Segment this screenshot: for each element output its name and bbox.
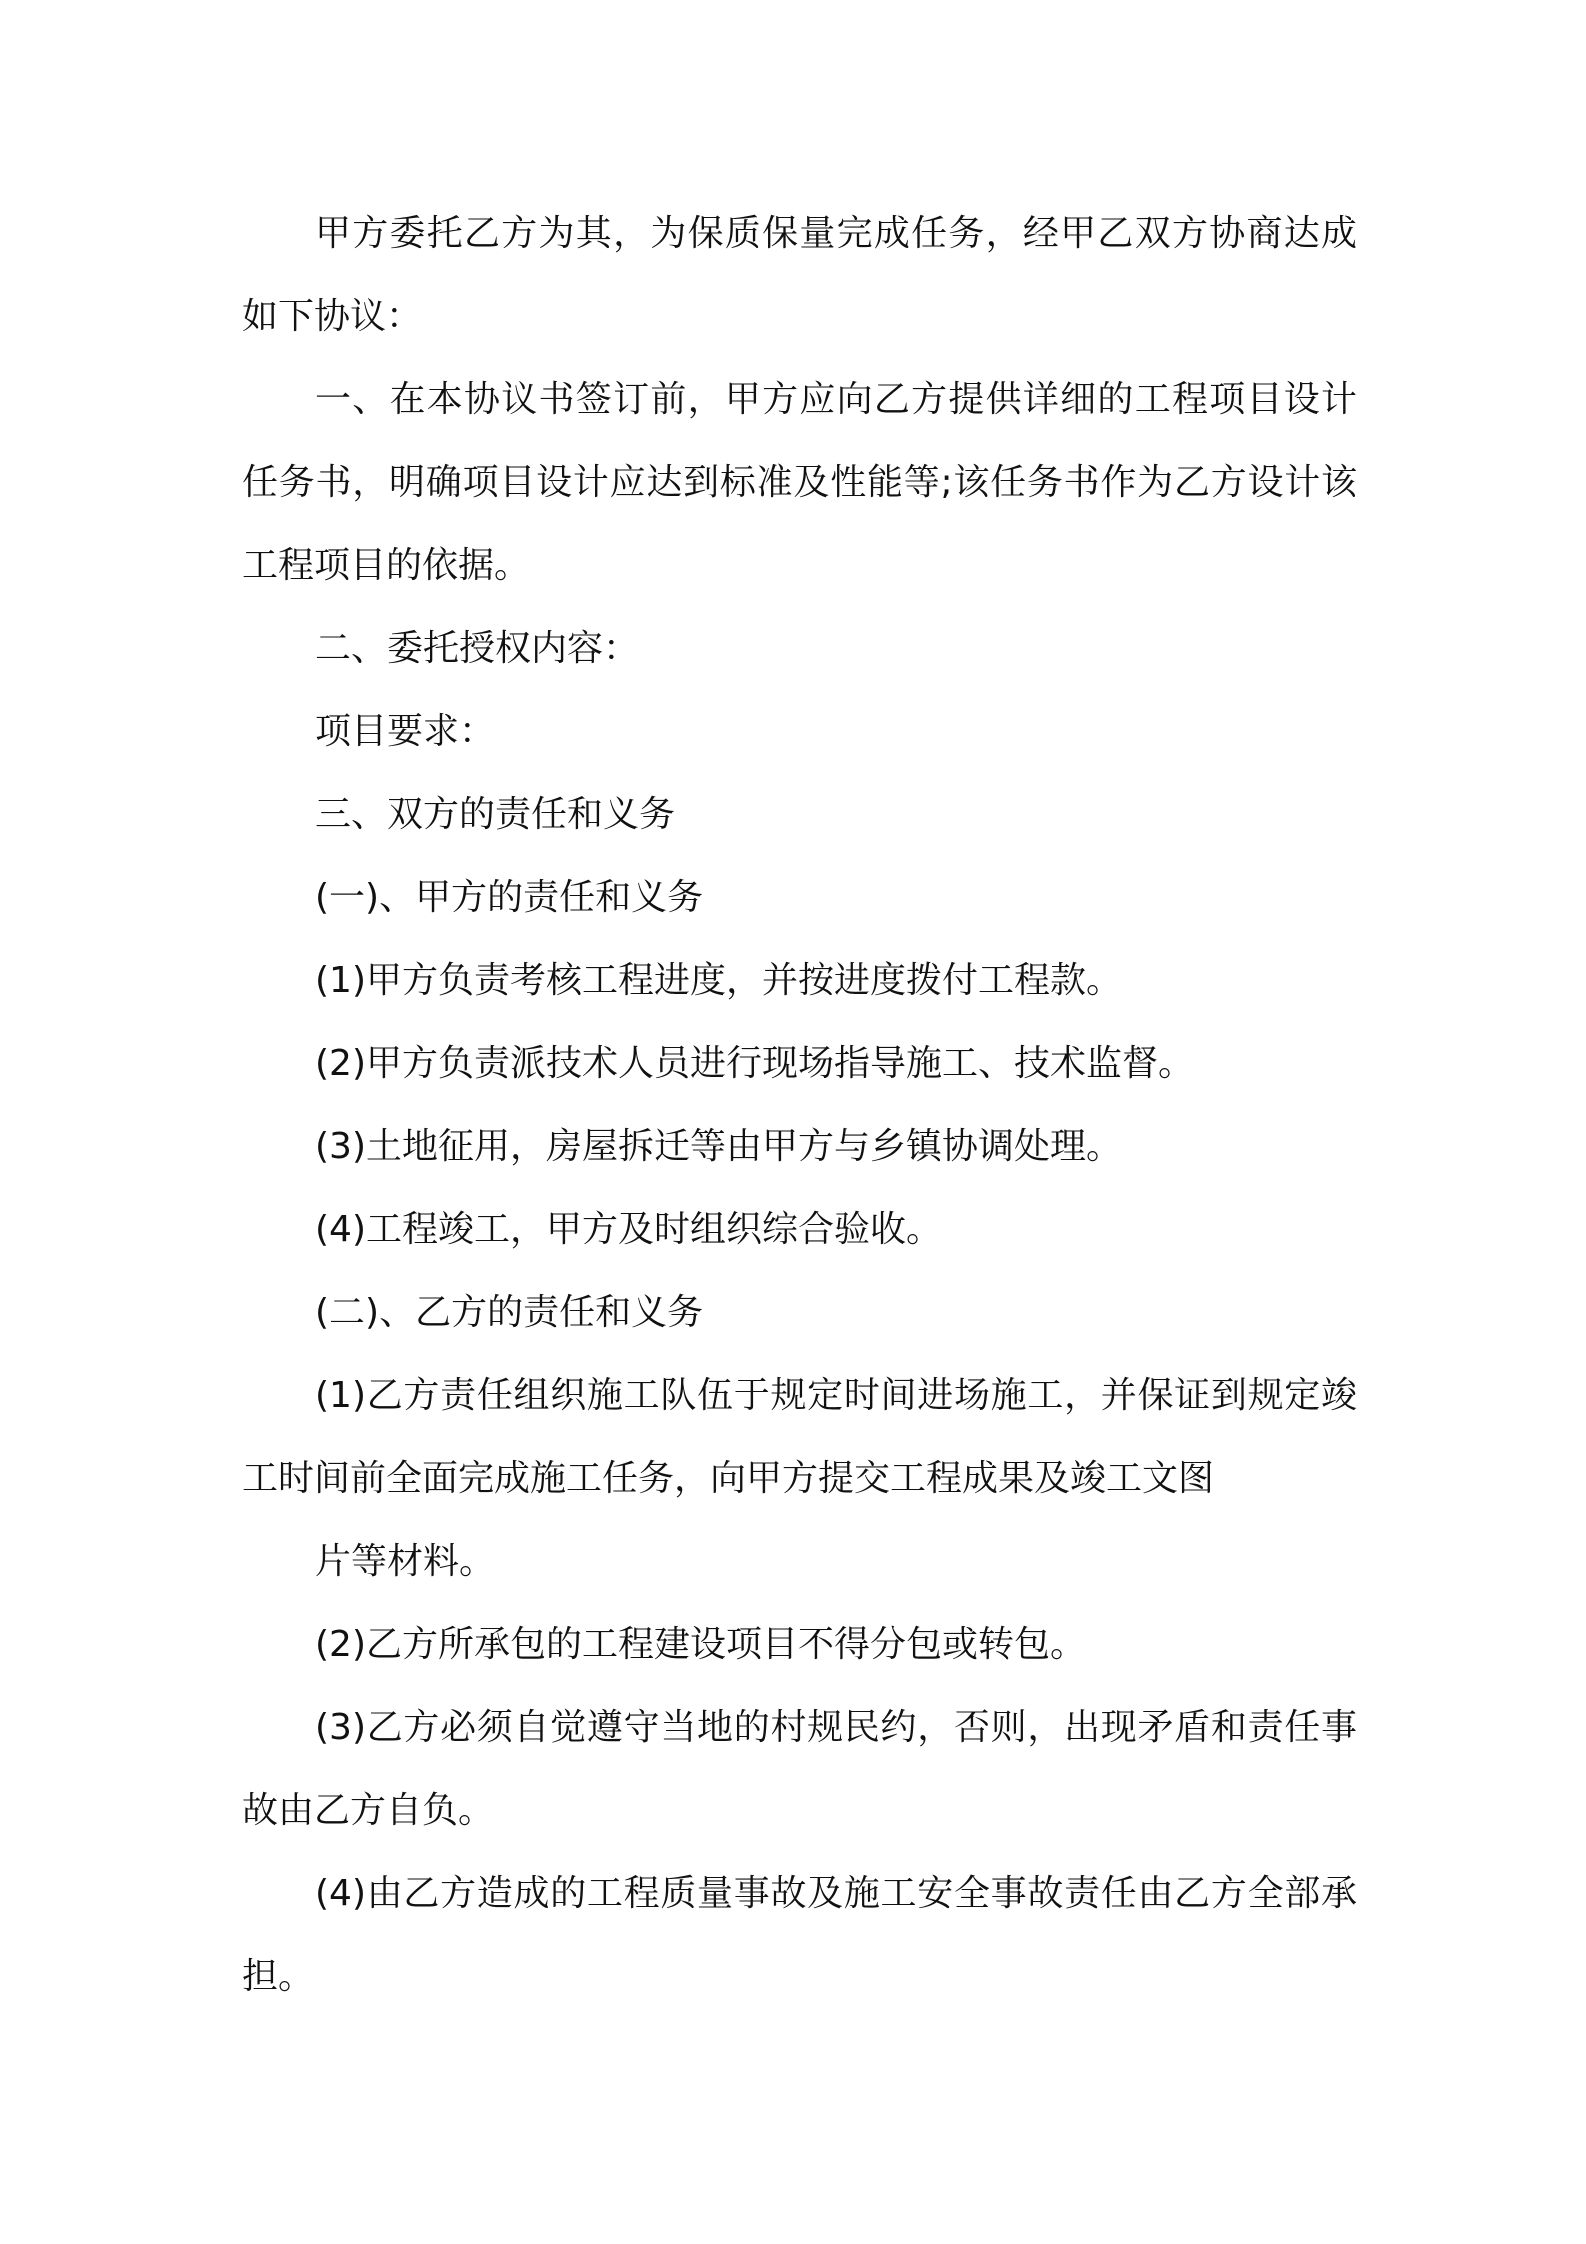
paragraph-party-a-item-3: (3)土地征用，房屋拆迁等由甲方与乡镇协调处理。 [315,1126,1122,1167]
paragraph-party-b-item-1-continued: 片等材料。 [315,1541,496,1582]
paragraph-clause-2: 二、委托授权内容： [315,628,640,669]
paragraph-party-b-heading: (二)、乙方的责任和义务 [315,1292,704,1333]
paragraph-clause-3: 三、双方的责任和义务 [315,794,676,835]
paragraph-party-a-item-1: (1)甲方负责考核工程进度，并按进度拨付工程款。 [315,960,1122,1001]
paragraph-party-a-heading: (一)、甲方的责任和义务 [315,877,704,918]
paragraph-party-b-item-3: (3)乙方必须自觉遵守当地的村规民约，否则，出现矛盾和责任事故由乙方自负。 [242,1707,1357,1831]
paragraph-party-a-item-4: (4)工程竣工，甲方及时组织综合验收。 [315,1209,942,1250]
paragraph-preamble: 甲方委托乙方为其，为保质保量完成任务，经甲乙双方协商达成如下协议： [242,213,1357,337]
document-body [242,192,1357,2018]
paragraph-party-a-item-2: (2)甲方负责派技术人员进行现场指导施工、技术监督。 [315,1043,1194,1084]
paragraph-party-b-item-4: (4)由乙方造成的工程质量事故及施工安全事故责任由乙方全部承担。 [242,1873,1357,1997]
paragraph-clause-1: 一、在本协议书签订前，甲方应向乙方提供详细的工程项目设计任务书，明确项目设计应达到标准及性能等;该任务书作为乙方设计该工程项目的依据。 [242,379,1357,586]
paragraph-party-b-item-1: (1)乙方责任组织施工队伍于规定时间进场施工，并保证到规定竣工时间前全面完成施工任务，向甲方提交工程成果及竣工文图 [242,1375,1357,1499]
paragraph-party-b-item-2: (2)乙方所承包的工程建设项目不得分包或转包。 [315,1624,1086,1665]
paragraph-project-requirements: 项目要求： [315,711,496,752]
